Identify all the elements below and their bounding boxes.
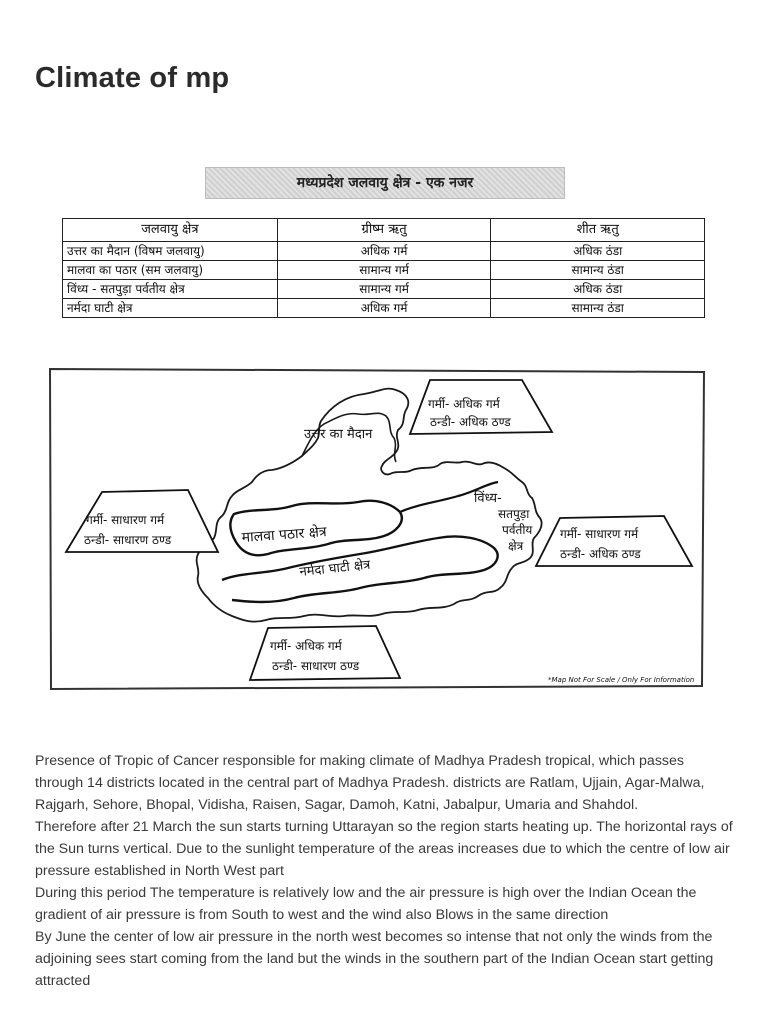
page-title: Climate of mp: [35, 62, 230, 94]
callout-south-line1: गर्मी- अधिक गर्म: [270, 639, 342, 653]
region-label-vindhya-4: क्षेत्र: [508, 539, 524, 553]
table-cell: सामान्य ठंडा: [491, 299, 705, 318]
table-header-cell: जलवायु क्षेत्र: [63, 219, 278, 242]
table-row: [63, 299, 705, 318]
region-label-vindhya-2: सतपुड़ा: [498, 507, 530, 521]
table-header-cell: शीत ऋतु: [491, 219, 705, 242]
climate-zones-table: [62, 218, 705, 318]
table-cell: उत्तर का मैदान (विषम जलवायु): [63, 242, 278, 261]
table-cell: नर्मदा घाटी क्षेत्र: [63, 299, 278, 318]
callout-west-line2: ठन्डी- साधारण ठण्ड: [84, 533, 172, 547]
table-cell: मालवा का पठार (सम जलवायु): [63, 261, 278, 280]
paragraph: Presence of Tropic of Cancer responsible for making climate of Madhya Pradesh tropical, which passes through 14 districts located in the central part of Madhya Pradesh. districts are Ratlam, Ujjain, Agar-Malwa, Rajgarh, Sehore, Bhopal, Vidisha, Raisen, Sagar, Damoh, Katni, Jabalpur, Umaria and Shahdol.: [35, 753, 705, 813]
table-row: [63, 280, 705, 299]
table-cell: सामान्य गर्म: [277, 280, 491, 299]
table-row: [63, 261, 705, 280]
table-row: [63, 242, 705, 261]
table-header-row: [63, 219, 705, 242]
table-cell: अधिक ठंडा: [491, 242, 705, 261]
callout-south-line2: ठन्डी- साधारण ठण्ड: [272, 659, 360, 673]
climate-map: [46, 366, 708, 692]
paragraph: By June the center of low air pressure in the north west becomes so intense that not only the winds from the adjoining sees start coming from the land but the winds in the southern part of the Indian Ocean start getting attracted: [35, 929, 714, 989]
table-cell: अधिक गर्म: [277, 299, 491, 318]
callout-east-line1: गर्मी- साधारण गर्म: [560, 527, 639, 541]
paragraph: During this period The temperature is relatively low and the air pressure is high over the Indian Ocean the gradient of air pressure is from South to west and the wind also Blows in the same direction: [35, 885, 697, 923]
climate-map-drawing: [46, 366, 708, 692]
callout-north-line1: गर्मी- अधिक गर्म: [428, 397, 500, 411]
region-label-north-plain: उत्तर का मैदान: [304, 427, 373, 442]
callout-east-line2: ठन्डी- अधिक ठण्ड: [560, 547, 641, 561]
region-label-malwa: मालवा पठार क्षेत्र: [241, 524, 328, 546]
callout-north-line2: ठन्डी- अधिक ठण्ड: [430, 415, 511, 429]
table-cell: सामान्य ठंडा: [491, 261, 705, 280]
map-scale-note: *Map Not For Scale / Only For Information: [548, 676, 695, 684]
table-cell: सामान्य गर्म: [277, 261, 491, 280]
body-text: [35, 750, 735, 992]
region-label-vindhya-1: विंध्य-: [474, 491, 502, 506]
paragraph: Therefore after 21 March the sun starts turning Uttarayan so the region starts heating up. The horizontal rays of the Sun turns vertical. Due to the sunlight temperature of the areas increases due to which the centre of low air pressure established in North West part: [35, 819, 733, 879]
figure-caption: मध्यप्रदेश जलवायु क्षेत्र - एक नजर: [205, 167, 565, 199]
table-cell: विंध्य - सतपुड़ा पर्वतीय क्षेत्र: [63, 280, 278, 299]
table-cell: अधिक ठंडा: [491, 280, 705, 299]
region-label-vindhya-3: पर्वतीय: [502, 523, 533, 537]
table-header-cell: ग्रीष्म ऋतु: [277, 219, 491, 242]
callout-west-line1: गर्मी- साधारण गर्म: [86, 513, 165, 527]
table-cell: अधिक गर्म: [277, 242, 491, 261]
region-label-narmada: नर्मदा घाटी क्षेत्र: [298, 557, 372, 580]
